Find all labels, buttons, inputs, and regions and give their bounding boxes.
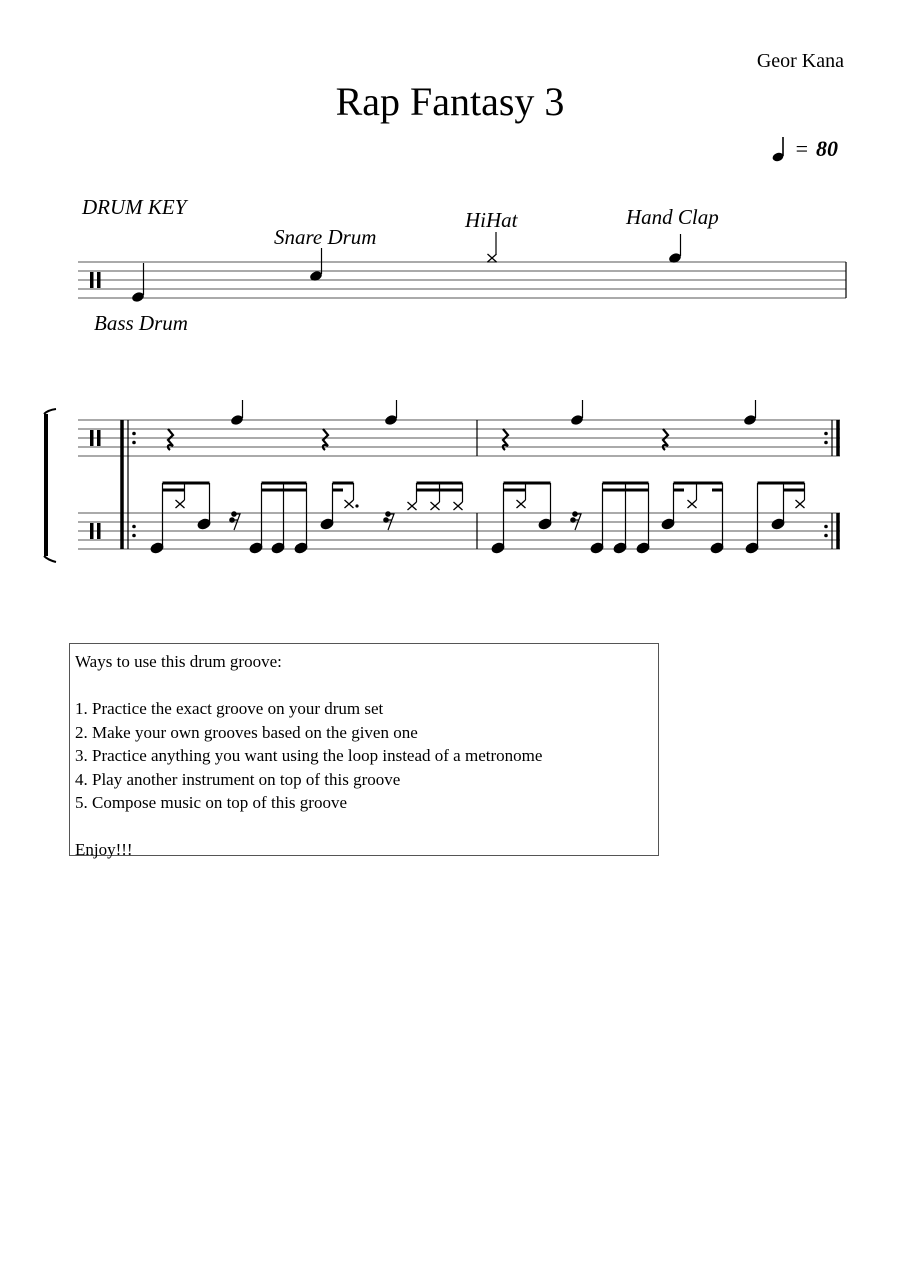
key-label-hihat: HiHat xyxy=(465,208,518,232)
end-repeat xyxy=(824,420,838,549)
drum-key xyxy=(78,195,846,335)
key-staff-lines xyxy=(78,262,846,298)
notes-item: 5. Compose music on top of this groove xyxy=(75,793,347,812)
start-repeat xyxy=(122,420,136,549)
drum-key-heading: DRUM KEY xyxy=(82,195,187,219)
notes-item: 1. Practice the exact groove on your drum set xyxy=(75,699,384,718)
notes-item: 4. Play another instrument on top of this groove xyxy=(75,769,401,789)
notes-closing: Enjoy!!! xyxy=(75,840,133,859)
key-note-clap xyxy=(668,234,682,264)
notes-item: 2. Make your own grooves based on the given one xyxy=(75,722,418,742)
clap-measure-2 xyxy=(503,400,757,450)
groove-measure-2 xyxy=(491,483,805,554)
clap-staff xyxy=(78,420,840,456)
usage-notes-box xyxy=(69,643,659,859)
clap-measure-1 xyxy=(168,400,398,450)
score-title: Rap Fantasy 3 xyxy=(335,79,565,124)
tempo-bpm: 80 xyxy=(816,136,838,161)
composer-name: Geor Kana xyxy=(756,50,844,72)
notes-item: 3. Practice anything you want using the loop instead of a metronome xyxy=(75,746,543,765)
groove-staff xyxy=(78,513,840,549)
tempo-equals: = xyxy=(795,136,808,161)
score-system xyxy=(44,400,840,562)
key-label-snare: Snare Drum xyxy=(274,225,377,249)
key-note-snare xyxy=(309,248,323,282)
key-label-clap: Hand Clap xyxy=(626,205,719,229)
groove-measure-1 xyxy=(150,483,463,554)
key-label-bass: Bass Drum xyxy=(94,311,188,335)
notes-heading: Ways to use this drum groove: xyxy=(75,652,282,671)
drum-score xyxy=(0,0,900,620)
key-note-hihat xyxy=(487,232,497,262)
key-note-bass xyxy=(131,263,145,303)
